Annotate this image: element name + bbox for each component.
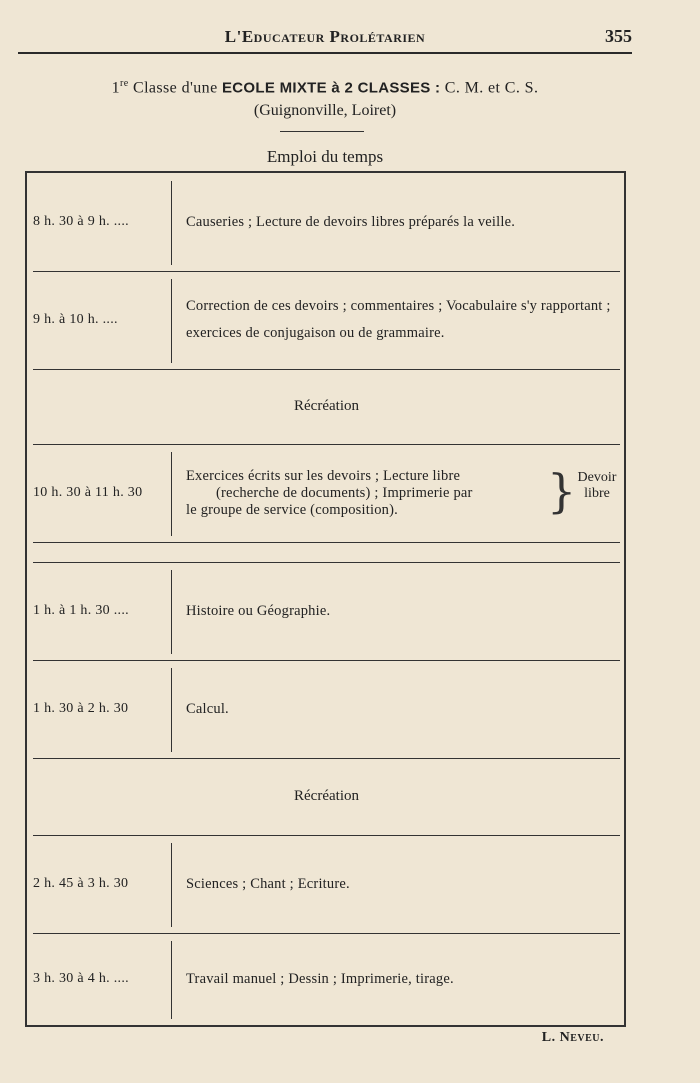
activity-cell: Histoire ou Géographie. [186, 602, 331, 619]
journal-title: L'Educateur Prolétarien [224, 27, 426, 46]
course-levels: C. M. et C. S. [440, 79, 539, 97]
activity-cell: Sciences ; Chant ; Ecriture. [186, 875, 350, 892]
side-note: Devoir libre [577, 470, 617, 501]
page-title [18, 78, 632, 97]
class-number: 1 [111, 79, 121, 97]
break-label: Récréation [294, 788, 359, 804]
table-row [33, 173, 620, 272]
break-row [33, 369, 620, 445]
title-prefix: Classe d'une [128, 79, 222, 97]
column-divider [171, 452, 172, 536]
school-location: (Guignonville, Loiret) [253, 102, 397, 119]
time-cell: 8 h. 30 à 9 h. .... [33, 214, 129, 229]
author-signature: L. Neveu. [541, 1030, 604, 1045]
spacer-row [33, 542, 620, 563]
activity-cell: Travail manuel ; Dessin ; Imprimerie, tirage. [186, 970, 454, 987]
table-row [33, 933, 620, 1025]
time-cell: 2 h. 45 à 3 h. 30 [33, 876, 129, 891]
table-row [33, 444, 620, 543]
activity-cell [186, 444, 550, 542]
page-number: 355 [605, 26, 632, 46]
activity-cell: Causeries ; Lecture de devoirs libres préparés la veille. [186, 213, 516, 230]
running-header [18, 22, 632, 54]
column-divider [171, 941, 172, 1019]
column-divider [171, 279, 172, 363]
column-divider [171, 668, 172, 752]
time-cell: 9 h. à 10 h. .... [33, 312, 118, 327]
table-row [33, 562, 620, 661]
divider [280, 131, 364, 132]
column-divider [171, 181, 172, 265]
activity-cell: Correction de ces devoirs ; commentaires ; Vocabulaire s'y rapportant ; exercices de conjugaison ou de grammaire. [186, 298, 611, 341]
time-cell: 3 h. 30 à 4 h. .... [33, 971, 129, 986]
time-cell: 1 h. à 1 h. 30 .... [33, 603, 129, 618]
column-divider [171, 570, 172, 654]
time-cell: 1 h. 30 à 2 h. 30 [33, 701, 129, 716]
activity-cell: Calcul. [186, 700, 229, 717]
school-type: ECOLE MIXTE à 2 CLASSES : [221, 79, 441, 97]
class-ordinal: re [120, 78, 129, 89]
table-row [33, 271, 620, 370]
break-row [33, 758, 620, 836]
time-cell: 10 h. 30 à 11 h. 30 [33, 485, 143, 500]
break-label: Récréation [294, 398, 359, 414]
timetable [25, 171, 626, 1027]
activity-line: le groupe de service (composition). [186, 501, 398, 518]
table-row [33, 660, 620, 759]
table-row [33, 835, 620, 934]
activity-line: Exercices écrits sur les devoirs ; Lecture libre [186, 467, 461, 484]
activity-line: (recherche de documents) ; Imprimerie par [216, 484, 473, 501]
brace-symbol: } [547, 464, 577, 518]
column-divider [171, 843, 172, 927]
table-title: Emploi du temps [266, 147, 384, 166]
